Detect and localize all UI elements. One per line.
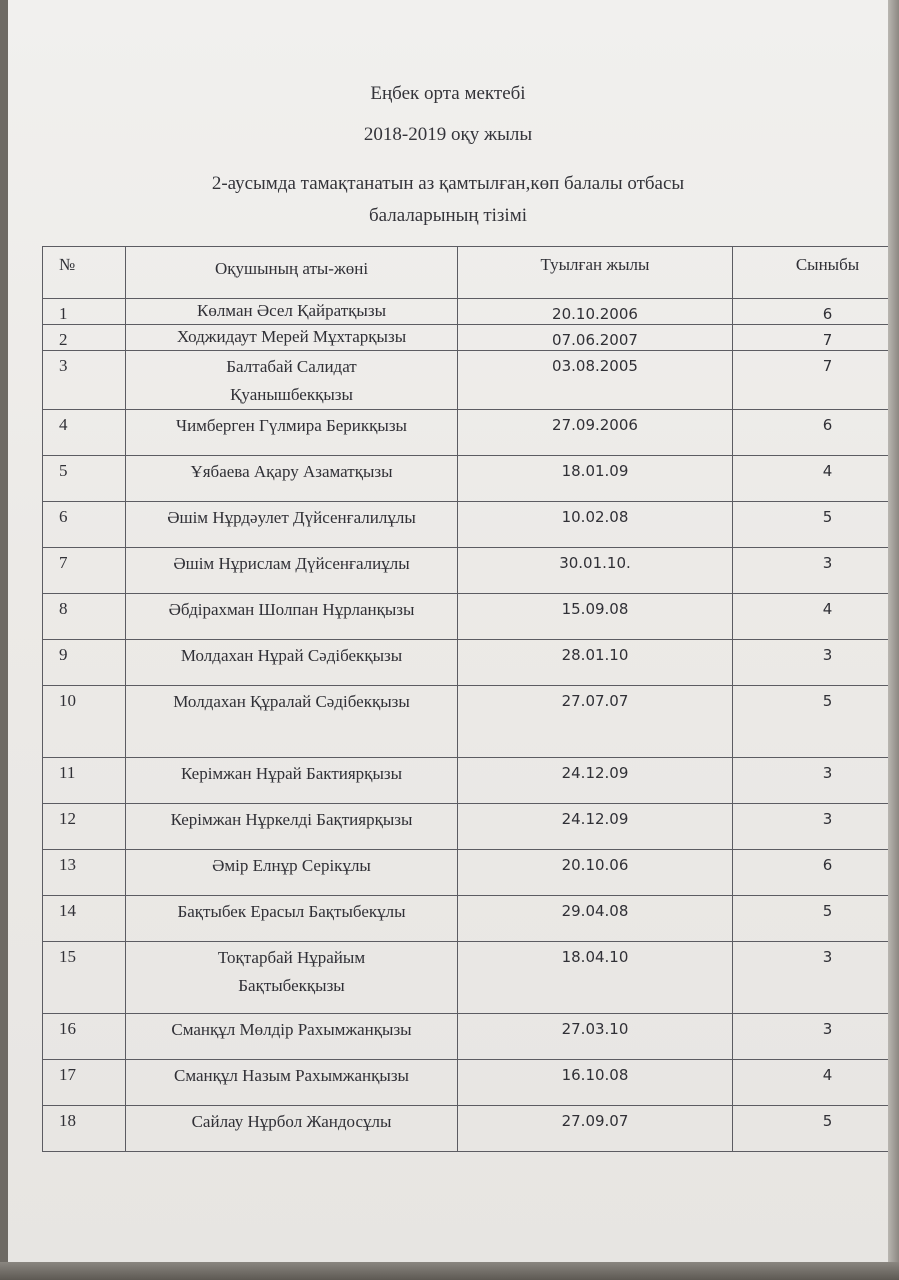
birth-date: 29.04.08	[458, 896, 733, 942]
table-surface	[0, 1262, 899, 1280]
table-row	[43, 548, 899, 594]
row-number: 13	[43, 850, 126, 896]
table-row	[43, 686, 899, 758]
birth-date: 07.06.2007	[458, 325, 733, 351]
birth-date: 15.09.08	[458, 594, 733, 640]
students-table	[42, 246, 899, 1152]
table-row	[43, 351, 899, 410]
class-number: 6	[733, 410, 899, 456]
birth-date: 18.04.10	[458, 942, 733, 1014]
class-number: 5	[733, 686, 899, 758]
birth-date: 16.10.08	[458, 1060, 733, 1106]
class-number: 6	[733, 850, 899, 896]
student-name: Әбдірахман Шолпан Нұрланқызы	[126, 594, 458, 640]
class-number: 4	[733, 456, 899, 502]
student-name: Керімжан Нұрай Бактиярқызы	[126, 758, 458, 804]
school-name: Еңбек орта мектебі	[370, 83, 526, 104]
table-row	[43, 594, 899, 640]
student-name: Балтабай Салидат Қуанышбекқызы	[226, 357, 357, 404]
birth-date: 28.01.10	[458, 640, 733, 686]
student-name: Чимберген Гүлмира Берикқызы	[126, 410, 458, 456]
student-name: Сайлау Нұрбол Жандосұлы	[126, 1106, 458, 1152]
birth-date: 27.07.07	[458, 686, 733, 758]
class-number: 3	[733, 758, 899, 804]
paper-edge-shadow	[888, 0, 899, 1262]
class-number: 4	[733, 1060, 899, 1106]
class-number: 5	[733, 1106, 899, 1152]
row-number: 11	[43, 758, 126, 804]
birth-date: 30.01.10.	[458, 548, 733, 594]
school-year: 2018-2019 оқу жылы	[363, 124, 533, 145]
row-number: 2	[43, 325, 126, 351]
class-number: 3	[733, 640, 899, 686]
paper-sheet	[8, 0, 890, 1262]
student-name-cell	[126, 686, 458, 758]
birth-date: 03.08.2005	[458, 351, 733, 410]
class-number: 4	[733, 594, 899, 640]
class-number: 3	[733, 804, 899, 850]
row-number: 18	[43, 1106, 126, 1152]
table-header-row	[43, 247, 899, 299]
birth-date: 20.10.2006	[458, 299, 733, 325]
table-row	[43, 942, 899, 1014]
row-number: 4	[43, 410, 126, 456]
student-name: Ұябаева Ақару Азаматқызы	[126, 456, 458, 502]
table-row	[43, 456, 899, 502]
row-number: 12	[43, 804, 126, 850]
student-name: Ходжидаут Мерей Мұхтарқызы	[126, 325, 458, 351]
list-title-line1: 2-аусымда тамақтанатын аз қамтылған,көп балалы отбасы	[211, 173, 685, 194]
class-number: 5	[733, 502, 899, 548]
column-header-name: Оқушының аты-жөні	[126, 247, 458, 299]
table-row	[43, 850, 899, 896]
row-number: 16	[43, 1014, 126, 1060]
birth-date: 24.12.09	[458, 804, 733, 850]
class-number: 3	[733, 548, 899, 594]
row-number: 14	[43, 896, 126, 942]
row-number: 3	[43, 351, 126, 410]
row-number: 7	[43, 548, 126, 594]
student-name-cell	[126, 351, 458, 410]
birth-date: 27.09.2006	[458, 410, 733, 456]
student-name: Сманқұл Мөлдір Рахымжанқызы	[126, 1014, 458, 1060]
birth-date: 20.10.06	[458, 850, 733, 896]
birth-date: 24.12.09	[458, 758, 733, 804]
birth-date: 18.01.09	[458, 456, 733, 502]
class-number: 3	[733, 1014, 899, 1060]
column-header-birth: Туылған жылы	[458, 247, 733, 299]
table-row	[43, 804, 899, 850]
row-number: 5	[43, 456, 126, 502]
table-row	[43, 1106, 899, 1152]
column-header-class: Сыныбы	[733, 247, 899, 299]
row-number: 9	[43, 640, 126, 686]
student-name: Әшім Нұрислам Дүйсенғалиұлы	[126, 548, 458, 594]
class-number: 7	[733, 325, 899, 351]
student-name: Әмір Елнұр Серікұлы	[126, 850, 458, 896]
student-name: Бақтыбек Ерасыл Бақтыбекұлы	[126, 896, 458, 942]
table-row	[43, 502, 899, 548]
column-header-number: №	[43, 247, 126, 299]
table-row	[43, 896, 899, 942]
list-title-line2: балаларының тізімі	[368, 205, 528, 226]
class-number: 3	[733, 942, 899, 1014]
row-number: 8	[43, 594, 126, 640]
table-row	[43, 299, 899, 325]
row-number: 17	[43, 1060, 126, 1106]
student-name: Сманқұл Назым Рахымжанқызы	[126, 1060, 458, 1106]
row-number: 15	[43, 942, 126, 1014]
table-row	[43, 410, 899, 456]
birth-date: 27.03.10	[458, 1014, 733, 1060]
student-name-cell	[126, 942, 458, 1014]
student-name: Әшім Нұрдәулет Дүйсенғалилұлы	[126, 502, 458, 548]
birth-date: 27.09.07	[458, 1106, 733, 1152]
table-row	[43, 1014, 899, 1060]
student-name: Молдахан Құралай Сәдібекқызы	[173, 692, 410, 711]
class-number: 6	[733, 299, 899, 325]
student-name: Молдахан Нұрай Сәдібекқызы	[126, 640, 458, 686]
birth-date: 10.02.08	[458, 502, 733, 548]
row-number: 10	[43, 686, 126, 758]
class-number: 5	[733, 896, 899, 942]
table-row	[43, 758, 899, 804]
table-row	[43, 325, 899, 351]
table-row	[43, 1060, 899, 1106]
row-number: 1	[43, 299, 126, 325]
student-name: Тоқтарбай Нұрайым Бақтыбекқызы	[217, 948, 366, 995]
row-number: 6	[43, 502, 126, 548]
student-name: Керімжан Нұркелді Бақтиярқызы	[126, 804, 458, 850]
table-row	[43, 640, 899, 686]
student-name: Көлман Әсел Қайратқызы	[126, 299, 458, 325]
class-number: 7	[733, 351, 899, 410]
